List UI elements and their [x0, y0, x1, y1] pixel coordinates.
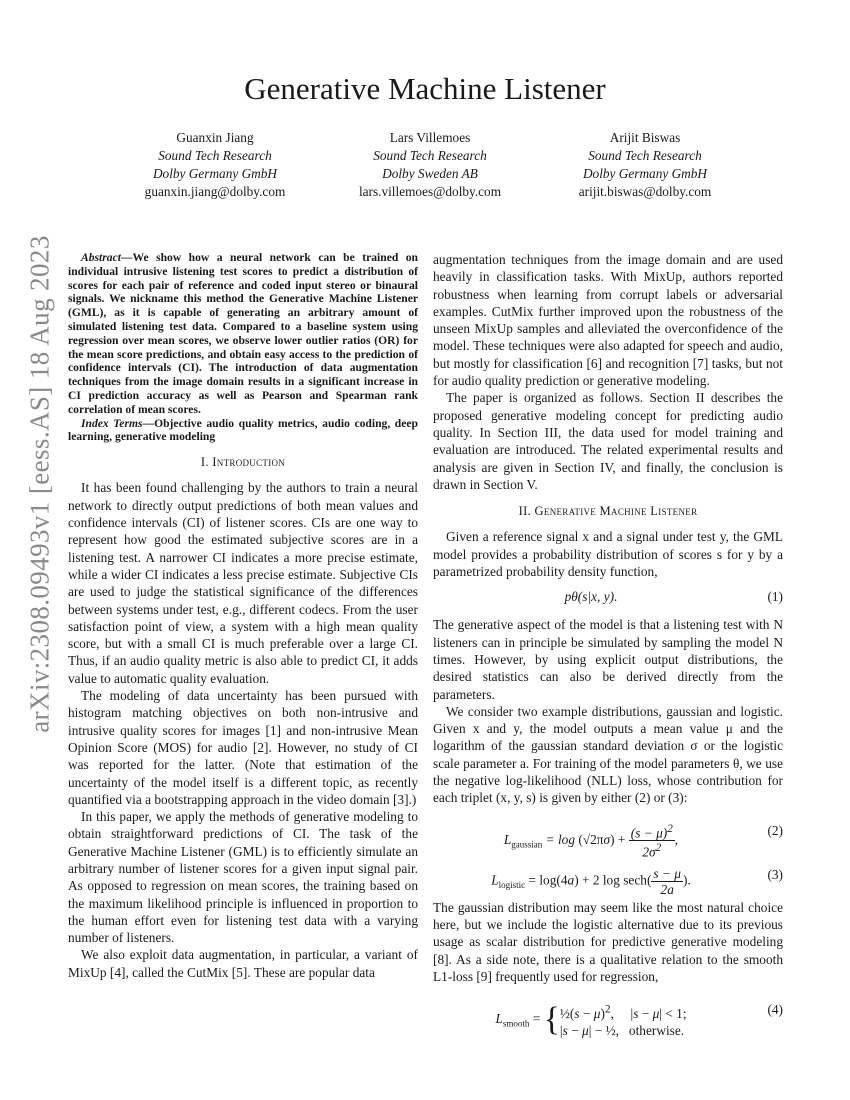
paragraph: The generative aspect of the model is that a listening test with N listeners can in principle be simulated by sampling the model N times. However, by using explicit output distributions, the desired statistics can also be derived directly from the parameters.	[433, 617, 783, 702]
author-org: Sound Tech Research	[588, 148, 702, 163]
section-number: I.	[200, 455, 213, 470]
right-column	[433, 251, 783, 1039]
abstract	[68, 251, 418, 417]
equation-number: (3)	[767, 866, 783, 882]
paragraph: augmentation techniques from the image domain and are used heavily in classification tasks. With MixUp, authors reported robustness when learning from corrupt labels or adversarial examples. CutMix further improved upon the robustness of the unseen MixUp samples and alleviated the overconfidence of the model. These techniques were also adapted for speech and audio, but mostly for classification [6] and recognition [7] tasks, but not for audio quality prediction or generative modeling.	[433, 252, 783, 389]
author-company: Dolby Sweden AB	[382, 166, 478, 181]
equation-body: $L_{gaussian} = \log (√2\pi\sigma)$ + $\frac{(s - \mu)^2}{2\sigma^2}$ ,	[503, 822, 679, 860]
abstract-text: —We show how a neural network can be trained on individual intrusive listening test scores to predict a distribution of scores for each pair of reference and coded input stereo or binaural signals. We nickname this method the Generative Machine Listener (GML), as it is capable of generating an arbitrary amount of simulated listening test data. Compared to a baseline system using regression over mean scores, we observe lower outlier ratios (OR) for the mean score predictions, and obtain easy access to the prediction of confidence intervals (CI). The introduction of data augmentation techniques from the image domain results in a significant increase in CI prediction accuracy as well as Pearson and Spearman rank correlation of mean scores.	[68, 251, 418, 416]
paragraph: The modeling of data uncertainty has been pursued with histogram matching objectives on both non-intrusive and intrusive quality scores for images [1] and non-intrusive Mean Opinion Score (MOS) for audio [2]. However, no study of CI was reported for the latter. (Note that estimation of the uncertainty of the model itself is a different topic, as recently quantified via a bootstrapping approach in the video domain [3].)	[68, 688, 418, 807]
equation-number: (1)	[767, 589, 783, 605]
paragraph: The paper is organized as follows. Section II describes the proposed generative modeling concept for predicting audio quality. In Section III, the data used for model training and evaluation are introduced. The related experimental results and analysis are given in Section IV, and finally, the conclusion is drawn in Section V.	[433, 390, 783, 492]
arxiv-stamp: arXiv:2308.09493v1 [eess.AS] 18 Aug 2023	[24, 235, 55, 733]
section-heading-introduction	[68, 454, 418, 471]
author-org: Sound Tech Research	[373, 148, 487, 163]
paper-title: Generative Machine Listener	[244, 71, 606, 106]
author-email: guanxin.jiang@dolby.com	[144, 184, 286, 199]
equation-number: (4)	[767, 1002, 783, 1018]
equation-body: $L_{smooth}$ = {½(s − μ)$^2$, |s − μ| < 1; |s − μ| − ½, otherwise.	[495, 1000, 687, 1038]
section-title: Introduction	[212, 455, 286, 470]
author-name: Lars Villemoes	[389, 130, 471, 145]
author-company: Dolby Germany GmbH	[152, 166, 278, 181]
author-block	[320, 129, 540, 201]
index-terms-text: —Objective audio quality metrics, audio coding, deep learning, generative modeling	[68, 416, 418, 444]
equation-body: $L_{logistic} = \log(4a) + 2$ log sech( $\frac{s - \mu}{2a}$ ).	[491, 865, 691, 897]
equation-2	[433, 811, 783, 860]
author-email: arijit.biswas@dolby.com	[578, 184, 712, 199]
equation-body: pθ(s|x, y).	[564, 589, 618, 605]
paragraph: We also exploit data augmentation, in particular, a variant of MixUp [4], called the CutMix [5]. These are popular data	[68, 947, 418, 980]
left-column	[68, 251, 418, 981]
section-number: II.	[518, 504, 535, 519]
author-name: Arijit Biswas	[609, 130, 681, 145]
paragraph: Given a reference signal x and a signal under test y, the GML model provides a probability distribution of scores s for y by a parametrized probability density function,	[433, 529, 783, 580]
author-email: lars.villemoes@dolby.com	[358, 184, 502, 199]
author-company: Dolby Germany GmbH	[582, 166, 708, 181]
author-name: Guanxin Jiang	[176, 130, 254, 145]
paragraph: We consider two example distributions, gaussian and logistic. Given x and y, the model outputs a mean value μ and the logarithm of the gaussian standard deviation σ or the logistic scale parameter a. For training of the model parameters θ, we use the negative log-likelihood (NLL) loss, whose contribution for each triplet (x, y, s) is given by either (2) or (3):	[433, 703, 783, 806]
paragraph: It has been found challenging by the authors to train a neural network to directly output predictions of both mean values and confidence intervals (CI) of listener scores. CIs are one way to represent how good the estimated subjective scores are in a listening test. A narrower CI indicates a more precise estimate, while a wider CI indicates a less precise estimate. Subjective CIs are used to judge the statistical significance of the differences between systems under test, e.g., different codecs. From the user satisfaction point of view, a system with a high mean quality score, but with a small CI is much preferable over a large CI. Thus, if an audio quality metric is also able to predict CI, it adds value to automatic quality evaluation.	[68, 480, 418, 686]
equation-number: (2)	[767, 822, 783, 838]
index-terms	[68, 417, 418, 445]
paragraph: The gaussian distribution may seem like the most natural choice here, but we include the logistic alternative due to its previous usage as scalar distribution for predictive generative modeling [8]. As a side note, there is a qualitative relation to the smooth L1-loss [9] frequently used for regression,	[433, 899, 783, 984]
author-org: Sound Tech Research	[158, 148, 272, 163]
section-title: Generative Machine Listener	[534, 504, 698, 519]
paragraph: In this paper, we apply the methods of generative modeling to obtain straightforward predictions of CI. The task of the Generative Machine Listener (GML) is to efficiently simulate an arbitrary number of listener scores for a given input signal pair. As opposed to regression on mean scores, the training based on the maximum likelihood principle is influenced in proportion to the human effort even for listening test data with a varying number of listeners.	[68, 809, 418, 946]
section-heading-gml	[433, 503, 783, 520]
equation-4	[433, 989, 783, 1038]
equation-1	[433, 584, 783, 612]
author-block	[535, 129, 755, 201]
equation-3	[433, 855, 783, 895]
index-terms-label: Index Terms	[81, 416, 143, 430]
abstract-label: Abstract	[81, 251, 121, 264]
author-block	[105, 129, 325, 201]
